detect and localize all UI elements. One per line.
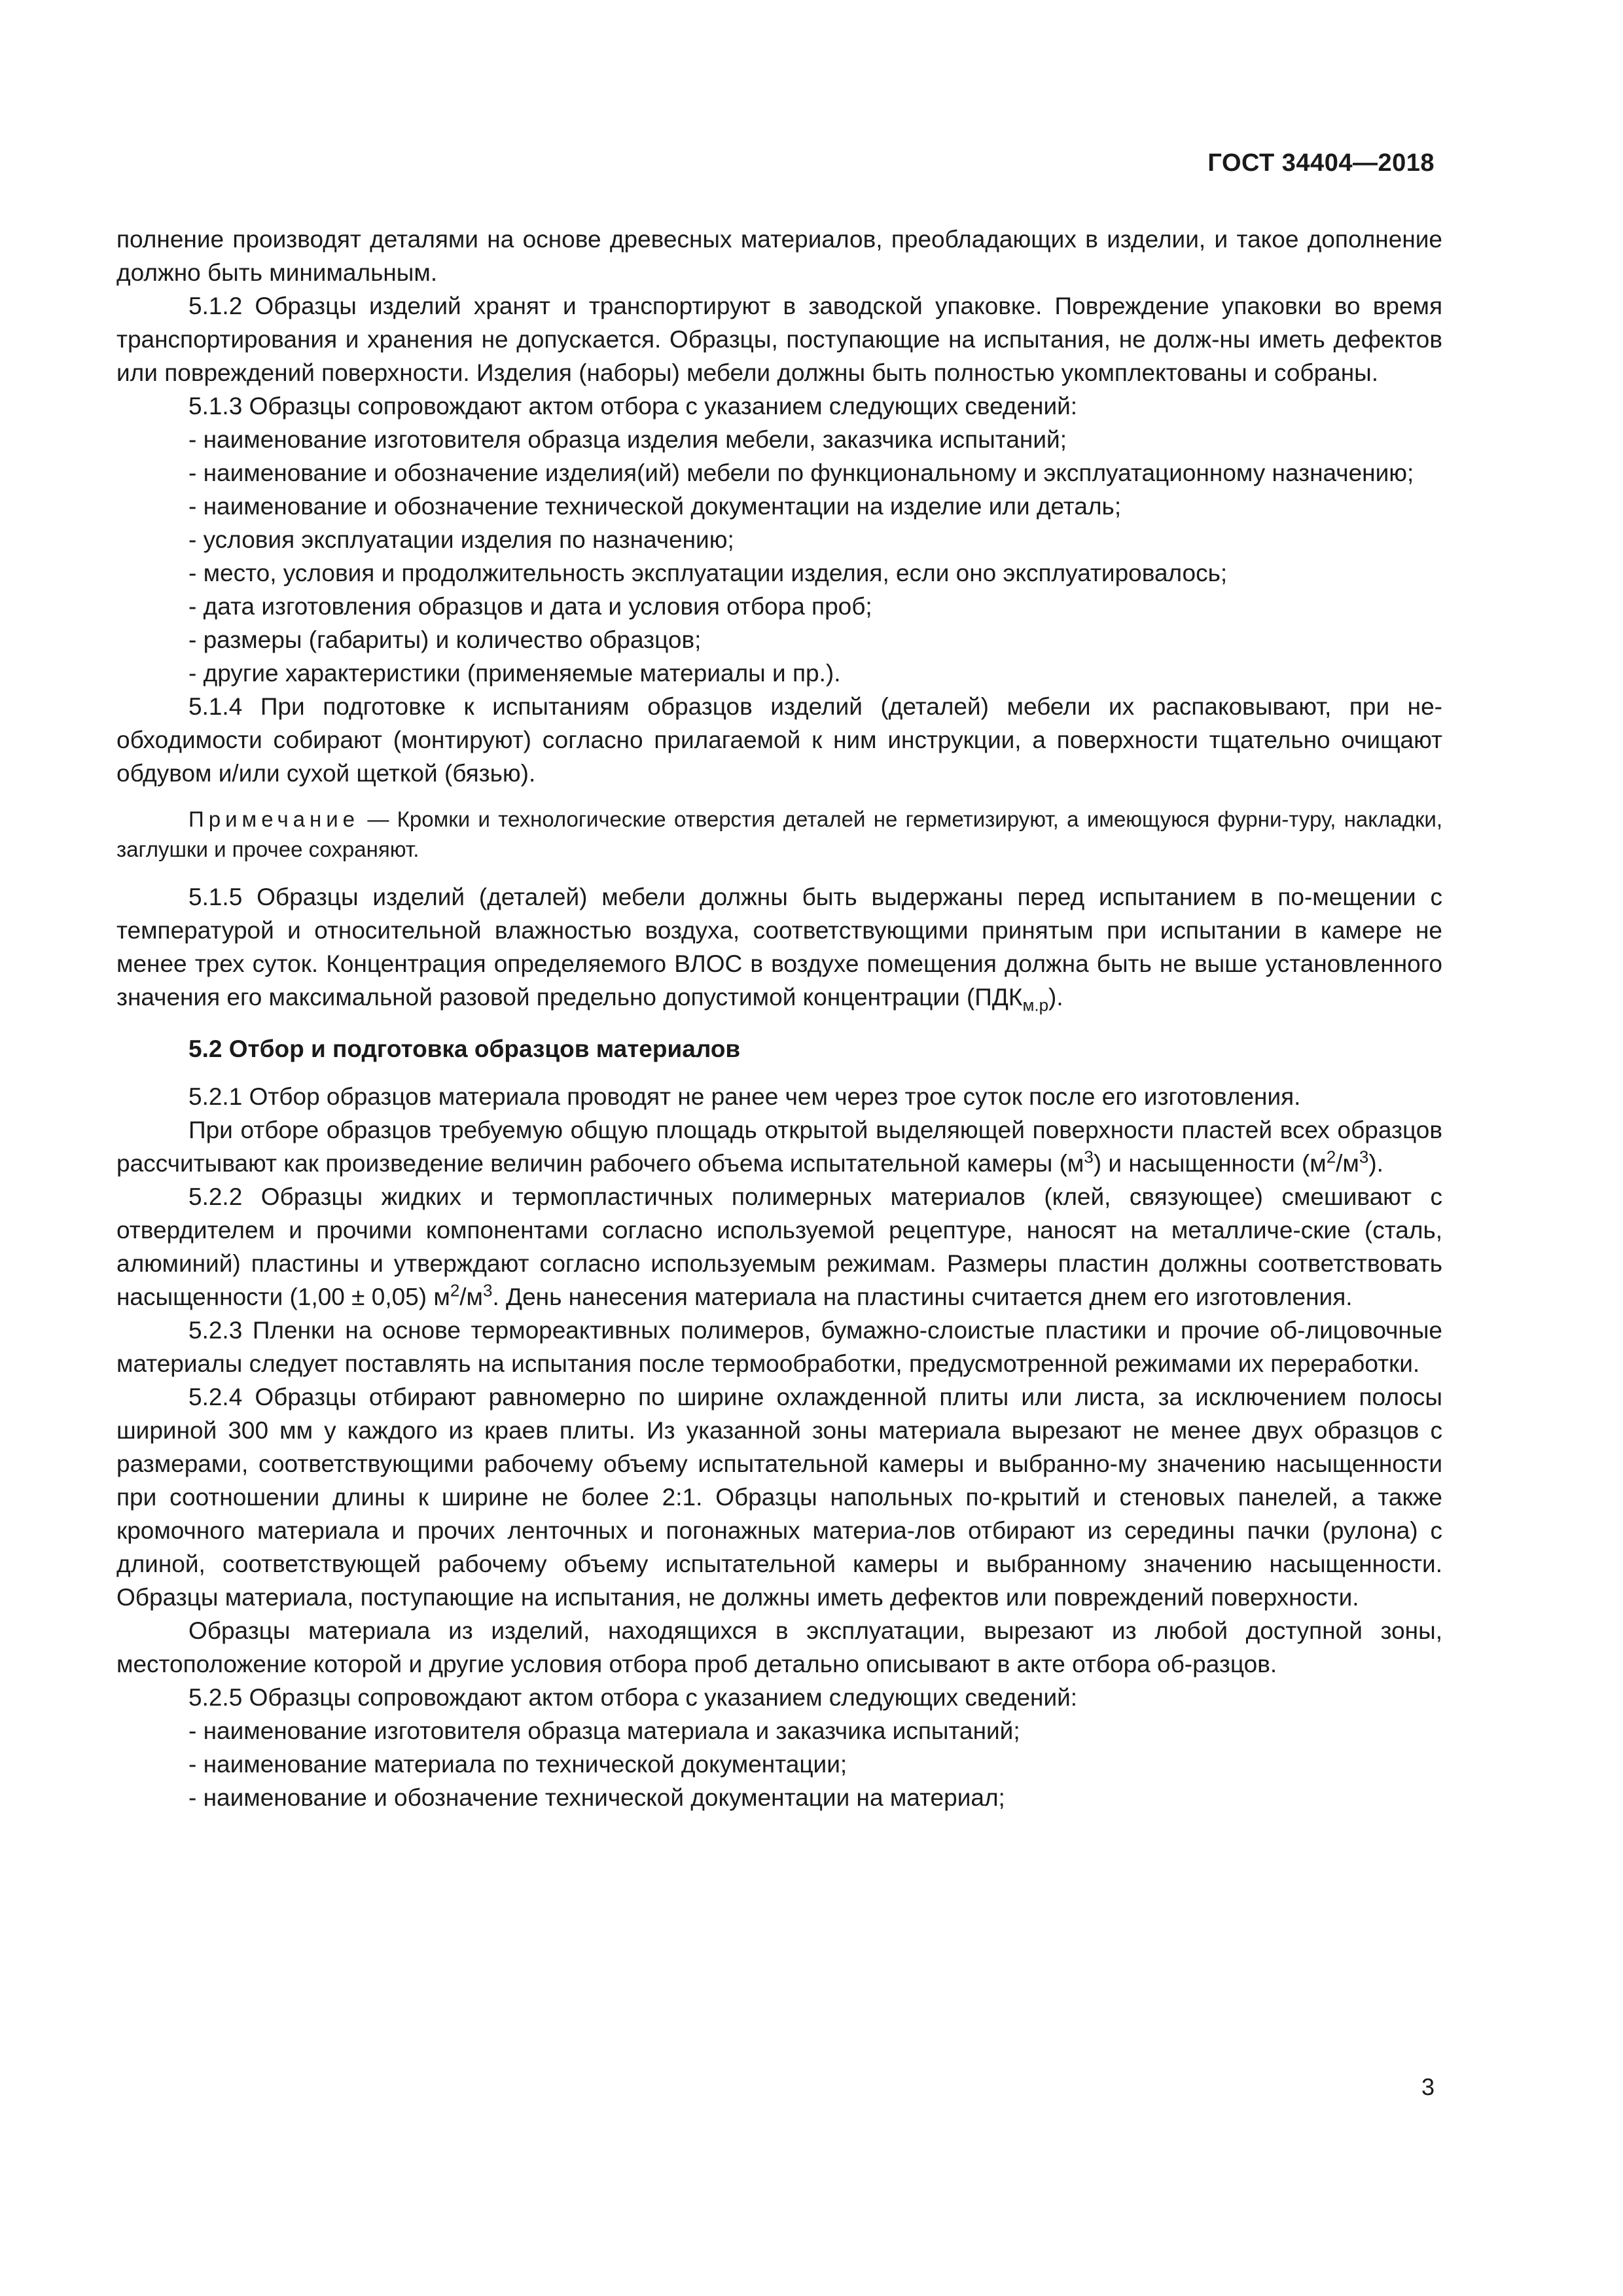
paragraph: полнение производят деталями на основе древесных материалов, преобладающих в изделии, и такое дополнение должно быть минимальным. bbox=[116, 226, 1442, 286]
paragraph-5-2-2 bbox=[116, 1180, 1442, 1314]
paragraph: Образцы материала из изделий, находящихся в эксплуатации, вырезают из любой доступной зоны, местоположение которой и другие условия отбора проб детально описывают в акте отбора об-разцов. bbox=[116, 1617, 1442, 1677]
document-id-header: ГОСТ 34404—2018 bbox=[1207, 149, 1435, 177]
paragraph: - наименование изготовителя образца изделия мебели, заказчика испытаний; bbox=[188, 426, 1067, 453]
section-heading-5-2: 5.2 Отбор и подготовка образцов материалов bbox=[188, 1035, 741, 1062]
note-block bbox=[116, 804, 1442, 865]
unit-superscript: 3 bbox=[1359, 1147, 1369, 1167]
paragraph: 5.2.3 Пленки на основе термореактивных полимеров, бумажно-слоистые пластики и прочие об-лицовочные материалы следует поставлять на испытания после термообработки, предусмотренной режимами их переработки. bbox=[116, 1317, 1442, 1377]
unit-superscript: 2 bbox=[1326, 1147, 1336, 1167]
section-5-1-paragraphs bbox=[116, 223, 1442, 790]
paragraph: - место, условия и продолжительность эксплуатации изделия, если оно эксплуатировалось; bbox=[188, 560, 1228, 586]
paragraph-5-1-5-text: 5.1.5 Образцы изделий (деталей) мебели должны быть выдержаны перед испытанием в по-мещении с температурой и относительной влажностью воздуха, соответствующими принятым при испытании в камере не менее трех суток. Концентрация определяемого ВЛОС в воздухе помещения должна быть не выше установленного значения его максимальной разовой предельно допустимой концентрации (ПДК bbox=[116, 884, 1442, 1011]
paragraph-5-1-5-tail: ). bbox=[1048, 984, 1063, 1011]
paragraph-5-2-2-mid: /м bbox=[459, 1283, 483, 1310]
note-label: Примечание bbox=[188, 807, 360, 831]
paragraph-5-2-1: 5.2.1 Отбор образцов материала проводят не ранее чем через трое суток после его изготовления. bbox=[188, 1083, 1301, 1110]
paragraph: - наименование и обозначение изделия(ий) мебели по функциональному и эксплуатационному назначению; bbox=[188, 459, 1414, 486]
area-text-mid2: /м bbox=[1336, 1150, 1359, 1177]
page-number: 3 bbox=[1421, 2073, 1435, 2100]
paragraph: 5.2.4 Образцы отбирают равномерно по ширине охлажденной плиты или листа, за исключением полосы шириной 300 мм у каждого из краев плиты. Из указанной зоны материала вырезают не менее двух образцов с размерами, соответствующими рабочему объему испытательной камеры и выбранно-му значению насыщенности при соотношении длины к ширине не более 2:1. Образцы напольных по-крытий и стеновых панелей, а также кромочного материала и прочих ленточных и погонажных материа-лов отбирают из середины пачки (рулона) с длиной, соответствующей рабочему объему испытательной камеры и выбранному значению насыщенности. Образцы материала, поступающие на испытания, не должны иметь дефектов или повреждений поверхности. bbox=[116, 1384, 1442, 1611]
paragraph: - наименование материала по технической документации; bbox=[188, 1751, 847, 1778]
section-5-2-paragraphs bbox=[116, 1314, 1442, 1814]
pdk-subscript: м.р bbox=[1022, 995, 1049, 1015]
unit-superscript: 3 bbox=[1084, 1147, 1094, 1167]
area-text: При отборе образцов требуемую общую площадь открытой выделяющей поверхности пластей всех образцов рассчитывают как произведение величин рабочего объема испытательной камеры (м bbox=[116, 1117, 1442, 1177]
paragraph: 5.2.5 Образцы сопровождают актом отбора с указанием следующих сведений: bbox=[188, 1684, 1078, 1711]
paragraph: - наименование и обозначение технической документации на материал; bbox=[188, 1784, 1005, 1811]
paragraph-5-2-1-area bbox=[116, 1113, 1442, 1180]
paragraph-5-1-5 bbox=[116, 880, 1442, 1014]
area-text-tail: ). bbox=[1368, 1150, 1383, 1177]
paragraph: - размеры (габариты) и количество образцов; bbox=[188, 626, 702, 653]
paragraph: 5.1.4 При подготовке к испытаниям образцов изделий (деталей) мебели их распаковывают, при не-обходимости собирают (монтируют) согласно прилагаемой к ним инструкции, а поверхности тщательно очищают обдувом и/или сухой щеткой (бязью). bbox=[116, 693, 1442, 787]
paragraph: - дата изготовления образцов и дата и условия отбора проб; bbox=[188, 593, 872, 620]
unit-superscript: 2 bbox=[450, 1280, 460, 1300]
paragraph: - наименование изготовителя образца материала и заказчика испытаний; bbox=[188, 1717, 1020, 1744]
paragraph-5-2-2-text: 5.2.2 Образцы жидких и термопластичных полимерных материалов (клей, связующее) смешивают с отвердителем и прочими компонентами согласно используемой рецептуре, наносят на металличе-ские (сталь, алюминий) пластины и утверждают согласно используемым режимам. Размеры пластин должны соответствовать насыщенности (1,00 ± 0,05) м bbox=[116, 1183, 1442, 1310]
paragraph: - наименование и обозначение технической документации на изделие или деталь; bbox=[188, 493, 1122, 520]
paragraph: 5.1.2 Образцы изделий хранят и транспортируют в заводской упаковке. Повреждение упаковки во время транспортирования и хранения не допускается. Образцы, поступающие на испытания, не долж-ны иметь дефектов или повреждений поверхности. Изделия (наборы) мебели должны быть полностью укомплектованы и собраны. bbox=[116, 293, 1442, 386]
paragraph-5-2-2-tail: . День нанесения материала на пластины считается днем его изготовления. bbox=[492, 1283, 1353, 1310]
unit-superscript: 3 bbox=[483, 1280, 493, 1300]
note-text: — Кромки и технологические отверстия деталей не герметизируют, а имеющуюся фурни-туру, накладки, заглушки и прочее сохраняют. bbox=[116, 807, 1442, 861]
paragraph: - другие характеристики (применяемые материалы и пр.). bbox=[188, 660, 841, 687]
area-text-mid: ) и насыщенности (м bbox=[1093, 1150, 1327, 1177]
paragraph: 5.1.3 Образцы сопровождают актом отбора с указанием следующих сведений: bbox=[188, 393, 1078, 420]
document-body bbox=[116, 223, 1442, 1814]
paragraph: - условия эксплуатации изделия по назначению; bbox=[188, 526, 734, 553]
